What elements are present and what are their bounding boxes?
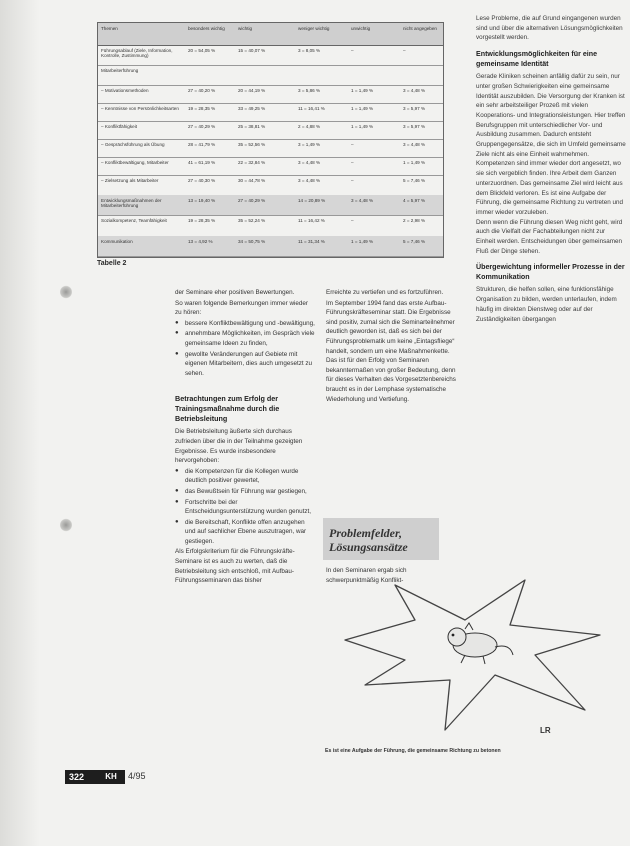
text-column-1	[175, 288, 315, 587]
table-row	[98, 121, 443, 140]
table-cell: –	[351, 178, 354, 183]
table-cell: 27 = 40,29 %	[238, 198, 266, 203]
paragraph: Lese Probleme, die auf Grund eingangenen wurden sind und über die alternativen Lösungsmöglichkeiten vorgestellt werden.	[476, 15, 623, 42]
table-cell: 3 = 4,48 %	[403, 88, 426, 93]
table-cell: 11 = 31,34 %	[298, 239, 325, 244]
table-caption: Tabelle 2	[97, 260, 127, 267]
box-title-line: Lösungsansätze	[329, 540, 408, 554]
table-header-cell: Themen	[101, 26, 118, 31]
table-cell: 3 = 4,48 %	[403, 142, 426, 147]
table-cell: 19 = 28,35 %	[188, 106, 216, 111]
list-item: ● gewollte Veränderungen auf Gebiete mit eigenen Mitarbeitern, dies auch umgesetzt zu sehen.	[175, 350, 315, 379]
table-cell: 13 = 4,92 %	[188, 239, 213, 244]
table-row-label: – Konfliktbewältigung, Mitarbeiter	[101, 160, 169, 165]
table-cell: 14 = 20,89 %	[298, 198, 326, 203]
table-header-cell: wichtig	[238, 26, 253, 31]
punch-hole	[60, 518, 72, 532]
section-heading: Übergewichtung informeller Prozesse in der Kommunikation	[476, 263, 625, 282]
table-row	[98, 215, 443, 237]
table-row	[98, 103, 443, 122]
table-cell: 1 = 1,49 %	[351, 124, 374, 129]
table-cell: 28 = 41,79 %	[188, 142, 216, 147]
table-cell: –	[351, 160, 354, 165]
table-cell: –	[351, 48, 354, 53]
paragraph: Erreichte zu vertiefen und es fortzuführen.	[326, 289, 444, 296]
page-number: 322	[65, 770, 109, 784]
table-cell: 27 = 40,30 %	[188, 178, 216, 183]
list-item: ● bessere Konfliktbewältigung und -bewältigung,	[175, 319, 315, 329]
table-row-label: – Konfliktfähigkeit	[101, 124, 138, 129]
table-cell: 2 = 2,98 %	[403, 218, 426, 223]
table-row-label: – Kenntnisse von Persönlichkeitsarten	[101, 106, 179, 111]
table-row-label: – Zielsetzung als Mitarbeiter	[101, 178, 159, 183]
table-row-label: Kommunikation	[101, 239, 133, 244]
table-row-label: – Motivationsmethoden	[101, 88, 149, 93]
survey-table	[97, 22, 444, 258]
section-heading: Betrachtungen zum Erfolg der Trainingsmaßnahme durch die Betriebsleitung	[175, 394, 280, 424]
table-row-label: Mitarbeiterführung	[101, 68, 139, 73]
table-cell: 3 = 5,86 %	[298, 88, 321, 93]
table-cell: 2 = 4,88 %	[298, 124, 321, 129]
figure-caption: Es ist eine Aufgabe der Führung, die gemeinsame Richtung zu betonen	[325, 748, 501, 754]
table-cell: 1 = 1,49 %	[403, 160, 426, 165]
arrows-illustration	[325, 565, 615, 740]
table-cell: 3 = 4,48 %	[351, 198, 374, 203]
table-cell: –	[351, 218, 354, 223]
list-item: ● Fortschritte bei der Entscheidungsunterstützung wurden genutzt,	[175, 498, 315, 517]
table-row	[98, 195, 443, 216]
magazine-logo: KH	[97, 770, 125, 784]
table-cell: 11 = 16,42 %	[298, 218, 325, 223]
table-cell: 41 = 61,19 %	[188, 160, 216, 165]
table-cell: 33 = 49,25 %	[238, 106, 266, 111]
list-item: ● das Bewußtsein für Führung war gestiegen,	[175, 487, 315, 497]
box-title-line: Problemfelder,	[329, 526, 402, 540]
table-cell: 3 = 5,97 %	[403, 106, 426, 111]
table-header-cell: besonders wichtig	[188, 26, 225, 31]
paragraph: In den Seminaren ergab sich schwerpunktmäßig Konflikt-	[326, 567, 407, 584]
artist-signature: LR	[540, 726, 551, 735]
table-cell: 3 = 8,05 %	[298, 48, 321, 53]
paragraph: der Seminare eher positiven Bewertungen.	[175, 289, 295, 296]
table-cell: 15 = 40,07 %	[238, 48, 266, 53]
paragraph: So waren folgende Bemerkungen immer wieder zu hören:	[175, 299, 309, 317]
table-row	[98, 45, 443, 66]
table-cell: 20 = 54,05 %	[188, 48, 216, 53]
table-cell: 5 = 7,46 %	[403, 239, 426, 244]
table-cell: 3 = 4,48 %	[298, 178, 321, 183]
table-row-label: Führungsablauf (Ziele, Information, Kontrolle, Zustimmung)	[101, 48, 173, 59]
table-cell: 35 = 52,24 %	[238, 218, 266, 223]
list-item: ● annehmbare Möglichkeiten, im Gespräch viele gemeinsame Ideen zu finden,	[175, 329, 315, 348]
rodent-figure	[448, 623, 513, 664]
text-column-2	[326, 288, 460, 405]
table-cell: 3 = 4,48 %	[298, 160, 321, 165]
table-cell: 3 = 5,97 %	[403, 124, 426, 129]
table-row	[98, 175, 443, 196]
table-cell: 1 = 1,49 %	[351, 239, 374, 244]
issue-number: 4/95	[128, 771, 146, 781]
table-header	[98, 23, 443, 46]
table-row	[98, 85, 443, 104]
table-row	[98, 157, 443, 176]
table-cell: 34 = 50,75 %	[238, 239, 266, 244]
paragraph: Im September 1994 fand das erste Aufbau-Führungskräfteseminar statt. Die Ergebnisse sind positiv, zumal sich die Seminarteilnehmer deutlich geworden ist, daß es sich bei der Führungsproblematik um keine „Eintagsfliege“ handelt, sondern um eine Maßnahmenkette. Das ist für den Erfolg von Seminaren bekanntermaßen von großer Bedeutung, denn für dieses Verhalten des Vorgesetztenbereichs braucht es in der Lernphase systematische Wiederholung und Vertiefung.	[326, 299, 456, 403]
table-header-cell: weniger wichtig	[298, 26, 330, 31]
table-row	[98, 236, 443, 257]
punch-hole	[60, 285, 72, 299]
table-cell: 1 = 1,49 %	[351, 88, 374, 93]
table-row-label: – Gesprächsführung als Übung	[101, 142, 165, 147]
table-row	[98, 65, 443, 86]
paragraph: Die Betriebsleitung äußerte sich durchaus zufrieden über die in der Teilnahme gezeigten Ergebnisse. Es wurde insbesondere hervorgehoben:	[175, 428, 303, 465]
section-heading: Entwicklungsmöglichkeiten für eine gemeinsame Identität	[476, 50, 598, 69]
table-cell: 22 = 32,84 %	[238, 160, 266, 165]
paragraph: Strukturen, die helfen sollen, eine funktionsfähige Organisation zu bilden, werden unterlaufen, indem häufig im direkten Dienstweg oder auf der Zuständigkeiten übergangen	[476, 286, 617, 323]
table-cell: 25 = 38,81 %	[238, 124, 266, 129]
table-cell: 20 = 44,19 %	[238, 88, 266, 93]
table-cell: 27 = 40,20 %	[188, 88, 216, 93]
table-cell: 1 = 1,49 %	[351, 106, 374, 111]
paragraph: Als Erfolgskriterium für die Führungskräfte-Seminare ist es auch zu werten, daß die Betriebsleitung sich entschloß, mit Aufbau-Führungsseminaren das bisher	[175, 548, 295, 585]
table-cell: –	[351, 142, 354, 147]
table-cell: 5 = 7,46 %	[403, 178, 426, 183]
section-title-box	[323, 518, 439, 560]
table-cell: 35 = 52,56 %	[238, 142, 266, 147]
text-column-3	[476, 14, 626, 324]
page-edge-shadow	[0, 0, 40, 846]
table-cell: 3 = 1,49 %	[298, 142, 321, 147]
table-cell: 13 = 19,40 %	[188, 198, 216, 203]
table-cell: 11 = 16,41 %	[298, 106, 325, 111]
table-cell: 19 = 28,35 %	[188, 218, 216, 223]
table-cell: –	[403, 48, 406, 53]
table-cell: 27 = 40,29 %	[188, 124, 216, 129]
table-cell: 30 = 44,78 %	[238, 178, 266, 183]
paragraph: Gerade Kliniken scheinen anfällig dafür zu sein, nur unter großen Schwierigkeiten eine gemeinsame Identität auszubilden. Die Versorgung der Kranken ist ein sehr arbeitsteiliger Prozeß mit vielen Kooperations- und Integrationsleistungen. Hier treffen Berufsgruppen mit unterschiedlicher Vor- und Ausbildung zusammen. Dadurch entsteht Gruppengegensätze, die sich im Umfeld gemeinsame Ziele nicht als eine Einheit wahrnehmen. Kompetenzen sind immer wieder dort angesetzt, wo sie sich vergeblich finden. Ihre Arbeit dem Ganzen unterzuordnen. Das gemeinsame Ziel wird leicht aus dem Blickfeld verloren. Es ist eine Aufgabe der Führung, die gemeinsame Richtung zu vertreten und immer wieder vorzuleben.	[476, 73, 626, 216]
list-item: ● die Bereitschaft, Konflikte offen anzugehen und auf sachlicher Ebene auszutragen, war gestiegen.	[175, 518, 315, 547]
table-header-cell: unwichtig	[351, 26, 371, 31]
table-row	[98, 139, 443, 158]
table-cell: 4 = 5,97 %	[403, 198, 426, 203]
paragraph: Denn wenn die Führung diesen Weg nicht geht, wird auch die Vielfalt der Fachabteilungen nicht zur Einheit werden. Entscheidungen über gemeinsamen Fluß der Dinge stehen.	[476, 218, 623, 255]
table-row-label: Entwicklungsmaßnahmen der Mitarbeiterführung	[101, 198, 162, 209]
table-row-label: Sozialkompetenz, Teamfähigkeit	[101, 218, 167, 223]
list-item: ● die Kompetenzen für die Kollegen wurde deutlich positiver gewertet,	[175, 467, 315, 486]
table-header-cell: nicht angegeben	[403, 26, 437, 31]
